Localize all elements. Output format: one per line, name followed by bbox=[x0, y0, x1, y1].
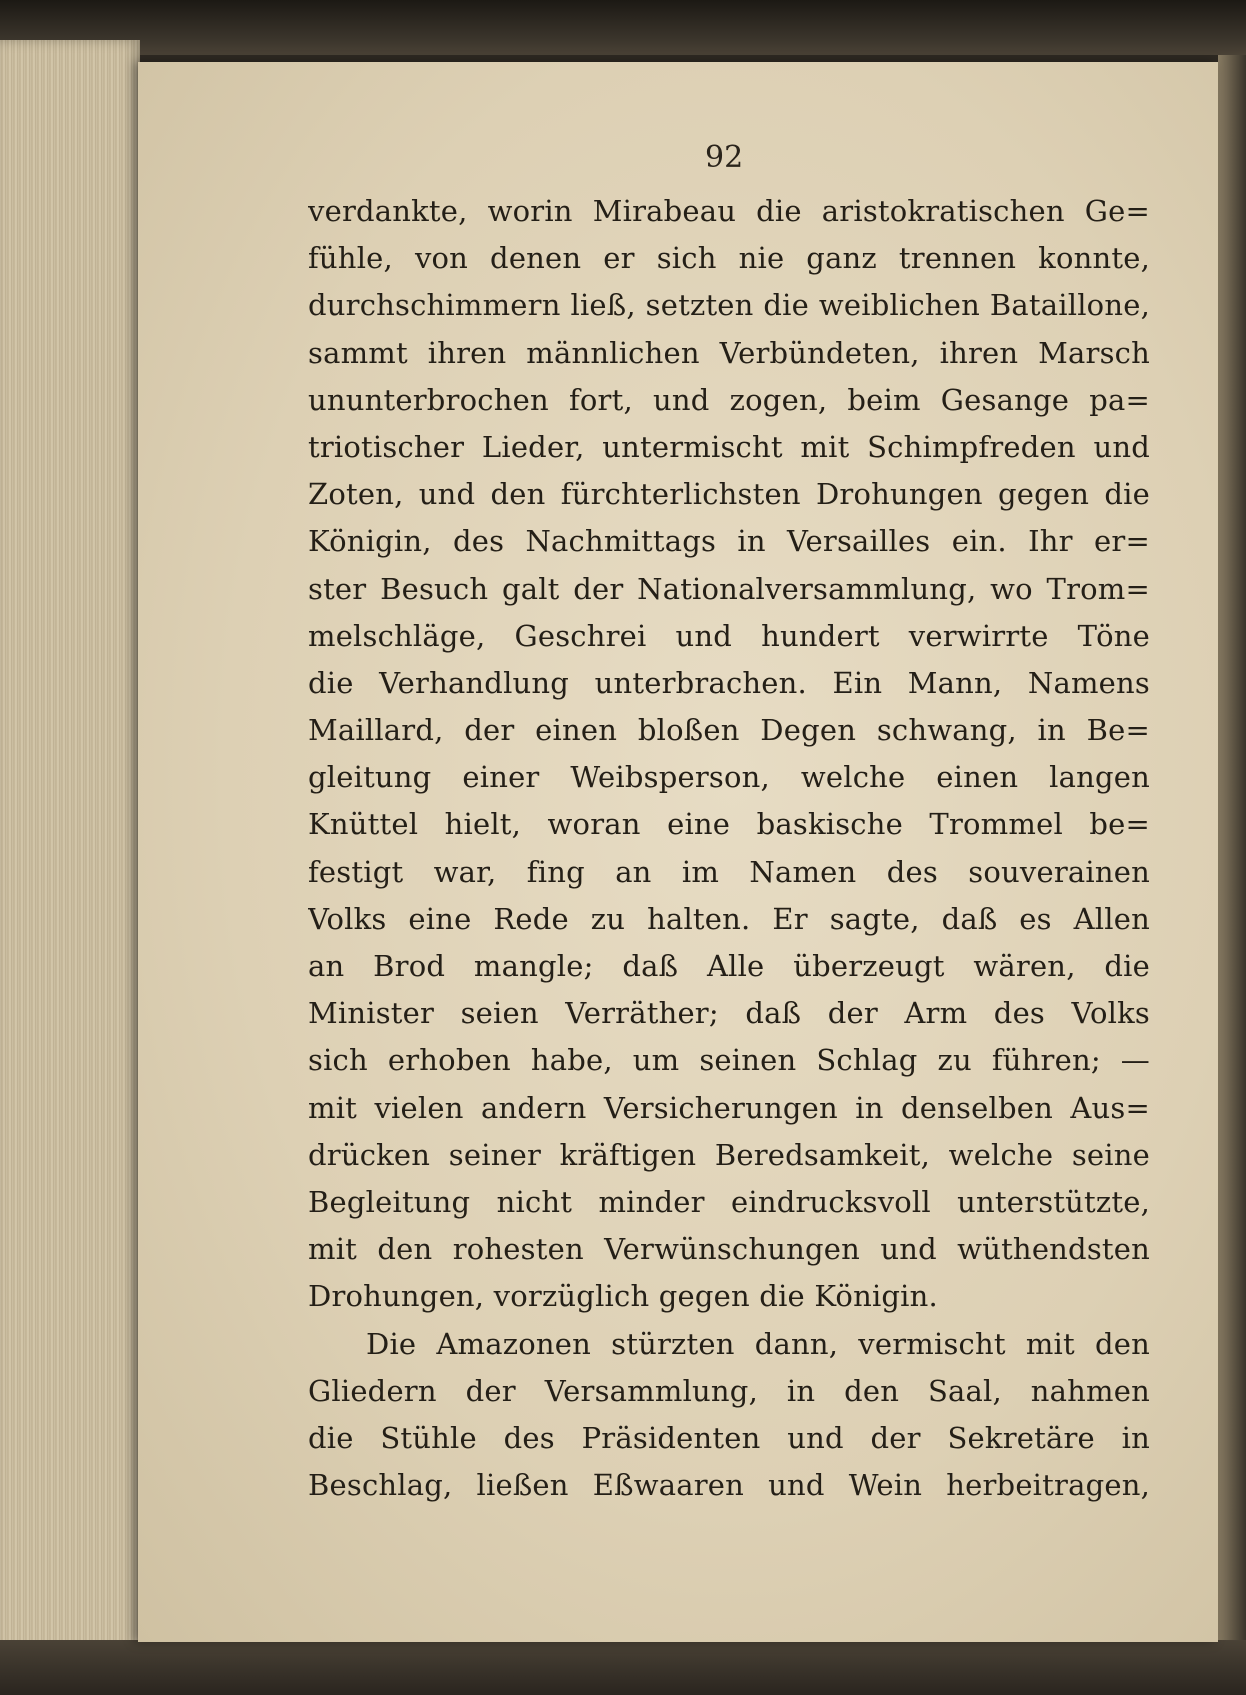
text-line: melschläge, Geschrei und hundert verwirrte Töne bbox=[308, 618, 1150, 653]
text-line: die Stühle des Präsidenten und der Sekretäre in bbox=[308, 1420, 1150, 1455]
text-line: ster Besuch galt der Nationalversammlung, wo Trom= bbox=[308, 571, 1150, 606]
text-line: drücken seiner kräftigen Beredsamkeit, welche seine bbox=[308, 1137, 1150, 1172]
paragraph-start-line: Die Amazonen stürzten dann, vermischt mit den bbox=[366, 1326, 1150, 1361]
text-line: Begleitung nicht minder eindrucksvoll unterstützte, bbox=[308, 1184, 1150, 1219]
text-line: Königin, des Nachmittags in Versailles ein. Ihr er= bbox=[308, 524, 1150, 559]
text-line: Volks eine Rede zu halten. Er sagte, daß es Allen bbox=[308, 901, 1150, 936]
text-line: mit vielen andern Versicherungen in denselben Aus= bbox=[308, 1090, 1150, 1125]
text-line: mit den rohesten Verwünschungen und wüthendsten bbox=[308, 1232, 1150, 1267]
stacked-page-edges bbox=[0, 40, 140, 1680]
text-line: Beschlag, ließen Eßwaaren und Wein herbeitragen, bbox=[308, 1468, 1150, 1503]
text-line: sammt ihren männlichen Verbündeten, ihren Marsch bbox=[308, 335, 1150, 370]
text-line: Maillard, der einen bloßen Degen schwang, in Be= bbox=[308, 713, 1150, 748]
text-line: an Brod mangle; daß Alle überzeugt wären, die bbox=[308, 949, 1150, 983]
text-line: sich erhoben habe, um seinen Schlag zu führen; — bbox=[308, 1043, 1150, 1078]
text-line: festigt war, fing an im Namen des souverainen bbox=[308, 854, 1150, 889]
text-line: Gliedern der Versammlung, in den Saal, nahmen bbox=[308, 1373, 1150, 1408]
text-line: durchschimmern ließ, setzten die weiblichen Bataillone, bbox=[308, 288, 1150, 323]
text-line: gleitung einer Weibsperson, welche einen langen bbox=[308, 760, 1150, 795]
text-line: fühle, von denen er sich nie ganz trennen konnte, bbox=[308, 241, 1150, 276]
text-line: Drohungen, vorzüglich gegen die Königin. bbox=[308, 1279, 938, 1314]
text-line: Zoten, und den fürchterlichsten Drohungen gegen die bbox=[308, 477, 1150, 512]
text-line: verdankte, worin Mirabeau die aristokratischen Ge= bbox=[308, 194, 1150, 228]
top-shadow bbox=[0, 0, 1246, 55]
page-number: 92 bbox=[705, 140, 744, 175]
text-line: Knüttel hielt, woran eine baskische Trommel be= bbox=[308, 807, 1150, 842]
bottom-shadow bbox=[0, 1640, 1246, 1695]
body-text bbox=[308, 188, 1150, 1509]
text-line: ununterbrochen fort, und zogen, beim Gesange pa= bbox=[308, 382, 1150, 417]
text-line: triotischer Lieder, untermischt mit Schimpfreden und bbox=[308, 429, 1150, 464]
binding-gutter bbox=[1218, 55, 1246, 1655]
text-line: die Verhandlung unterbrachen. Ein Mann, Namens bbox=[308, 665, 1150, 700]
text-line: Minister seien Verräther; daß der Arm des Volks bbox=[308, 996, 1150, 1031]
